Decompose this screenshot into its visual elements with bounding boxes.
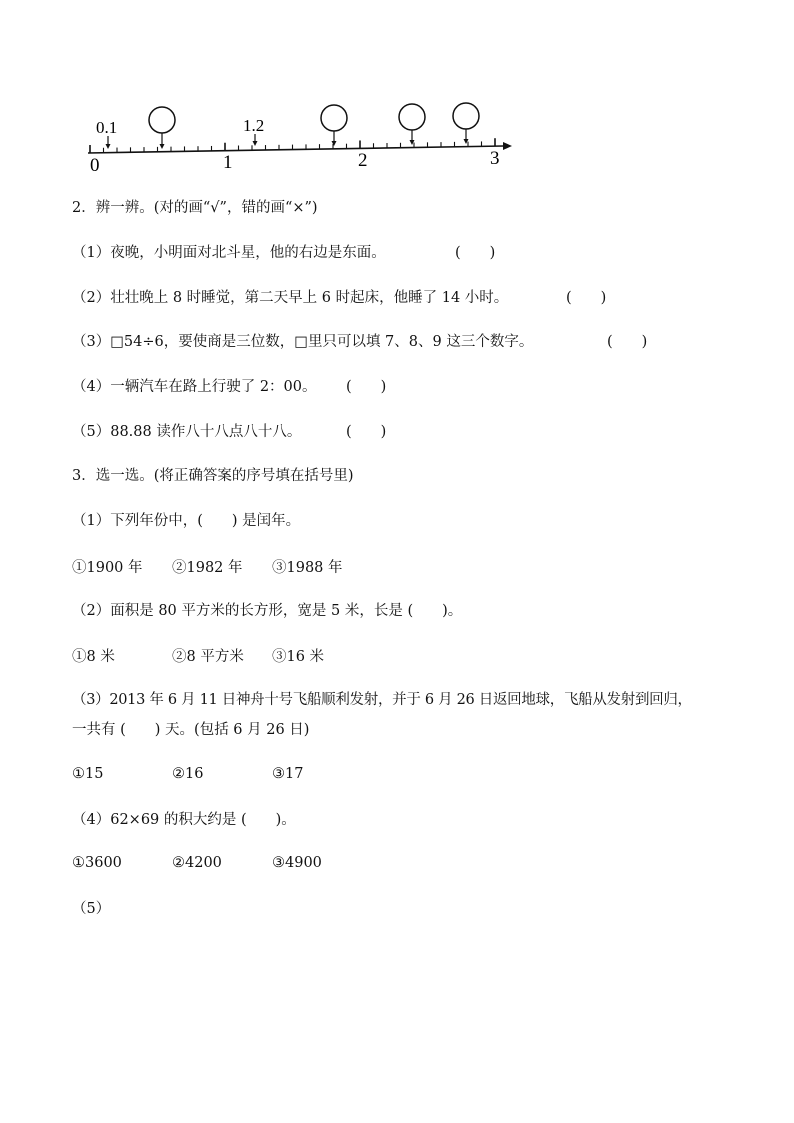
number-line-arrowhead [503, 142, 512, 150]
answer-circle-4 [453, 103, 479, 144]
number-line-figure [80, 96, 520, 176]
q3-item-1-option-1: ①1900 年 [72, 560, 143, 576]
q2-item-3: （3）□54÷6，要使商是三位数，□里只可以填 7、8、9 这三个数字。 [72, 334, 534, 350]
q2-item-4-paren[interactable]: ( ) [346, 379, 387, 395]
q2-item-2: （2）壮壮晚上 8 时睡觉，第二天早上 6 时起床，他睡了 14 小时。 [72, 290, 509, 306]
q3-item-2-option-3: ③16 米 [272, 649, 325, 665]
q2-item-3-paren[interactable]: ( ) [607, 334, 648, 350]
q3-heading: 3．选一选。(将正确答案的序号填在括号里) [72, 468, 354, 484]
q3-item-4-option-2: ②4200 [172, 855, 222, 871]
q2-item-1: （1）夜晚，小明面对北斗星，他的右边是东面。 [72, 245, 386, 261]
q2-item-5-paren[interactable]: ( ) [346, 424, 387, 440]
q2-heading: 2．辨一辨。(对的画“√”，错的画“×”) [72, 200, 318, 216]
answer-circle-1 [149, 107, 175, 149]
label-one: 1 [223, 152, 233, 173]
q3-item-2: （2）面积是 80 平方米的长方形，宽是 5 米，长是 ( )。 [72, 603, 463, 619]
q3-item-2-option-1: ①8 米 [72, 649, 115, 665]
q2-item-2-paren[interactable]: ( ) [566, 290, 607, 306]
q3-item-1-option-2: ②1982 年 [172, 560, 243, 576]
answer-circle-3 [399, 104, 425, 145]
label-three: 3 [490, 148, 500, 169]
q3-item-4: （4）62×69 的积大约是 ( )。 [72, 812, 296, 828]
q3-item-1-option-3: ③1988 年 [272, 560, 343, 576]
q3-item-3-line-1: （3）2013 年 6 月 11 日神舟十号飞船顺利发射，并于 6 月 26 日返回地球，飞船从发射到回归， [72, 692, 692, 708]
number-line-ticks [90, 138, 495, 153]
label-0-1: 0.1 [96, 118, 118, 137]
label-zero: 0 [90, 155, 100, 176]
q2-item-5: （5）88.88 读作八十八点八十八。 [72, 424, 302, 440]
label-two: 2 [358, 150, 368, 171]
label-1-2: 1.2 [243, 116, 265, 135]
q3-item-5: （5） [72, 901, 111, 917]
q3-item-3-option-1: ①15 [72, 766, 104, 782]
q3-item-3-option-2: ②16 [172, 766, 204, 782]
q3-item-3-option-3: ③17 [272, 766, 304, 782]
q3-item-4-option-3: ③4900 [272, 855, 322, 871]
q3-item-4-option-1: ①3600 [72, 855, 122, 871]
answer-circle-2 [321, 105, 347, 146]
q2-item-4: （4）一辆汽车在路上行驶了 2：00。 [72, 379, 317, 395]
q3-item-2-option-2: ②8 平方米 [172, 649, 244, 665]
q3-item-1: （1）下列年份中，( ) 是闰年。 [72, 513, 301, 529]
q2-item-1-paren[interactable]: ( ) [455, 245, 496, 261]
q3-item-3-line-2: 一共有 ( ) 天。(包括 6 月 26 日) [72, 722, 310, 738]
